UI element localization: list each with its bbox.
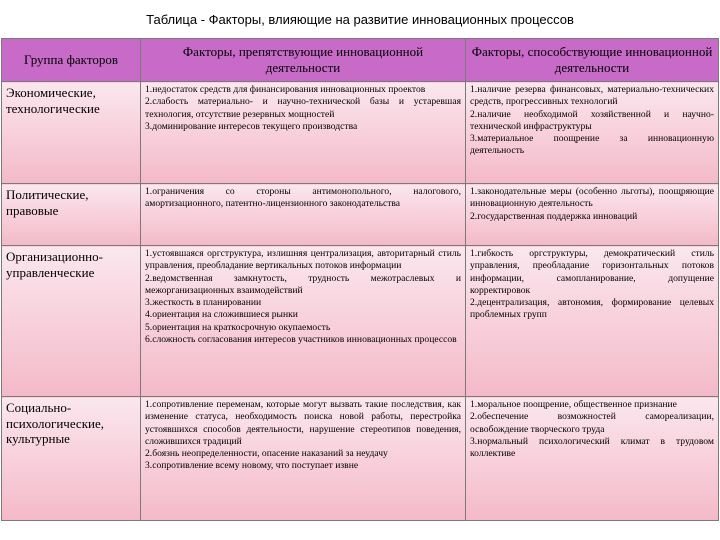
header-group: Группа факторов: [2, 39, 141, 82]
list-item: 1.наличие резерва финансовых, материально-технических средств, прогрессивных технологий: [470, 84, 714, 108]
list-item: 1.устоявшаяся оргструктура, излишняя централизация, авторитарный стиль управления, преобладание вертикальных потоков информации: [145, 248, 461, 272]
table-row: [2, 246, 719, 397]
list-item: 1.сопротивление переменам, которые могут вызвать такие последствия, как изменение статуса, необходимость поиска новой работы, перестройка устоявшихся способов деятельности, нарушение стереотипов поведения, сложившихся традиций: [145, 399, 461, 447]
obstacles-cell: [141, 246, 466, 397]
header-drivers: Факторы, способствующие инновационной деятельности: [466, 39, 719, 82]
group-cell: Экономические, технологические: [2, 82, 141, 184]
list-item: 1.ограничения со стороны антимонопольного, налогового, амортизационного, патентно-лицензионного законодательства: [145, 186, 461, 210]
list-item: 2.слабость материально- и научно-технической базы и устаревшая технология, отсутствие резервных мощностей: [145, 96, 461, 120]
list-item: 1.недостаток средств для финансирования инновационных проектов: [145, 84, 426, 95]
header-obstacles: Факторы, препятствующие инновационной деятельности: [141, 39, 466, 82]
drivers-cell: [466, 184, 719, 246]
obstacles-cell: [141, 184, 466, 246]
list-item: 2.децентрализация, автономия, формирование целевых проблемных групп: [470, 297, 714, 321]
list-item: 2.обеспечение возможностей самореализации, освобождение творческого труда: [470, 411, 714, 435]
list-item: 1.гибкость оргструктуры, демократический стиль управления, преобладание горизонтальных потоков информации, самопланирование, допущение корректировок: [470, 248, 714, 296]
group-cell: Организационно-управленческие: [2, 246, 141, 397]
list-item: 3.нормальный психологический климат в трудовом коллективе: [470, 435, 714, 460]
list-item: 3.доминирование интересов текущего производства: [145, 120, 358, 132]
list-item: 6.сложность согласования интересов участников инновационных процессов: [145, 333, 457, 345]
header-row: [2, 39, 719, 82]
group-cell: Социально-психологические, культурные: [2, 397, 141, 521]
factors-table: [1, 38, 719, 521]
list-item: 3.сопротивление всему новому, что поступает извне: [145, 460, 359, 472]
drivers-cell: [466, 246, 719, 397]
list-item: 2.государственная поддержка инноваций: [470, 210, 638, 222]
list-item: 3.жесткость в планировании: [145, 297, 262, 309]
table-title: Таблица - Факторы, влияющие на развитие инновационных процессов: [146, 12, 574, 27]
table-row: [2, 82, 719, 184]
list-item: 2.боязнь неопределенности, опасение наказаний за неудачу: [145, 448, 388, 460]
list-item: 3.материальное поощрение за инновационную деятельность: [470, 133, 714, 157]
obstacles-cell: [141, 82, 466, 184]
list-item: 4.ориентация на сложившиеся рынки: [145, 309, 298, 321]
drivers-cell: [466, 397, 719, 521]
list-item: 2.наличие необходимой хозяйственной и научно-технической инфраструктуры: [470, 108, 714, 132]
list-item: 1.законодательные меры (особенно льготы), поощряющие инновационную деятельность: [470, 186, 714, 210]
obstacles-cell: [141, 397, 466, 521]
table-row: [2, 184, 719, 246]
group-cell: Политические, правовые: [2, 184, 141, 246]
list-item: 5.ориентация на краткосрочную окупаемость: [145, 321, 331, 333]
list-item: 1.моральное поощрение, общественное признание: [470, 399, 677, 410]
table-row: [2, 397, 719, 521]
list-item: 2.ведомственная замкнутость, трудность межотраслевых и межорганизационных взаимодействий: [145, 272, 461, 296]
drivers-cell: [466, 82, 719, 184]
